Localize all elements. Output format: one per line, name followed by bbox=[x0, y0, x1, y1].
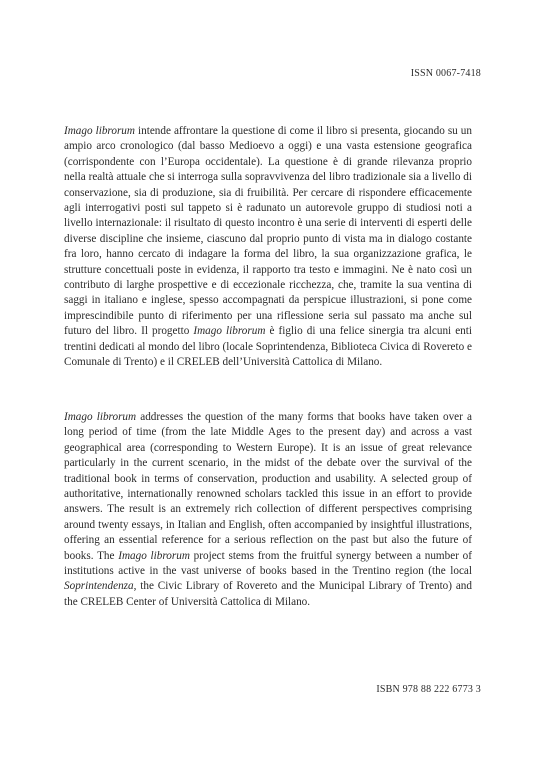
english-text-part: addresses the question of the many forms that books have taken over a long period of time (from the late Middle Ages to the present day) and across a vast geographical area (corresponding to Western Europe). It is an issue of great relevance particularly in the current scenario, in the midst of the debate over the survival of the traditional book in terms of conservation, production and usability. A selected group of authoritative, internationally renowned scholars tackled this issue in an effort to provide answers. The result is an extremely rich collection of different perspectives comprising around twenty essays, in Italian and English, often accompanied by insightful illustrations, offering an essential reference for a serious reflection on the past but also the future of books. The bbox=[64, 411, 472, 562]
english-text-part: , the Civic Library of Rovereto and the Municipal Library of Trento) and the CRELEB Center of Università Cattolica di Milano. bbox=[64, 580, 472, 608]
italian-text-part: è figlio di una felice sinergia tra alcuni enti trentini dedicati al mondo del libro (locale Soprintendenza, Biblioteca Civica di Rovereto e Comunale di Trento) e il CRELEB dell’Università Cattolica di Milano. bbox=[64, 325, 472, 369]
english-text-part: project stems from the fruitful synergy between a number of institutions active in the vast universe of books based in the Trentino region (the local bbox=[64, 549, 472, 578]
book-title-italic: Imago librorum bbox=[64, 411, 137, 423]
book-title-italic: Imago librorum bbox=[64, 125, 135, 137]
isbn-number: ISBN 978 88 222 6773 3 bbox=[376, 684, 481, 695]
book-title-italic: Imago librorum bbox=[193, 325, 266, 338]
italian-description bbox=[64, 124, 472, 371]
italian-text-part: intende affrontare la questione di come il libro si presenta, giocando su un ampio arco cronologico (dal basso Medioevo a oggi) e una vasta estensione geografica (corrispondente con l’Europa occidentale). La questione è di grande rilevanza proprio nella realtà attuale che si interroga sulla sopravvivenza del libro tradizionale sia a livello di conservazione, sia di produzione, sia di fruibilità. Per cercare di rispondere efficacemente agli interrogativi posti sul tappeto si è radunato un autorevole gruppo di studiosi noti a livello internazionale: il risultato di questo incontro è una serie di interventi di esperti delle diverse discipline che insieme, ciascuno dal proprio punto di vista ma in dialogo costante fra loro, hanno cercato di indagare la forma del libro, la sua organizzazione grafica, le strutture concettuali poste in evidenza, il rapporto tra testo e immagini. Ne è nato così un contributo di larghe prospettive e di eccezionale ricchezza, che, tramite la sua ventina di saggi in italiano e inglese, spesso accompagnati da perspicue illustrazioni, si pone come imprescindibile punto di riferimento per una riflessione seria sul passato ma anche sul futuro del libro. Il progetto bbox=[64, 125, 472, 338]
issn-number: ISSN 0067-7418 bbox=[410, 68, 481, 79]
book-title-italic: Imago librorum bbox=[118, 549, 190, 562]
institution-italic: Soprintendenza bbox=[64, 580, 134, 593]
english-description bbox=[64, 410, 472, 610]
